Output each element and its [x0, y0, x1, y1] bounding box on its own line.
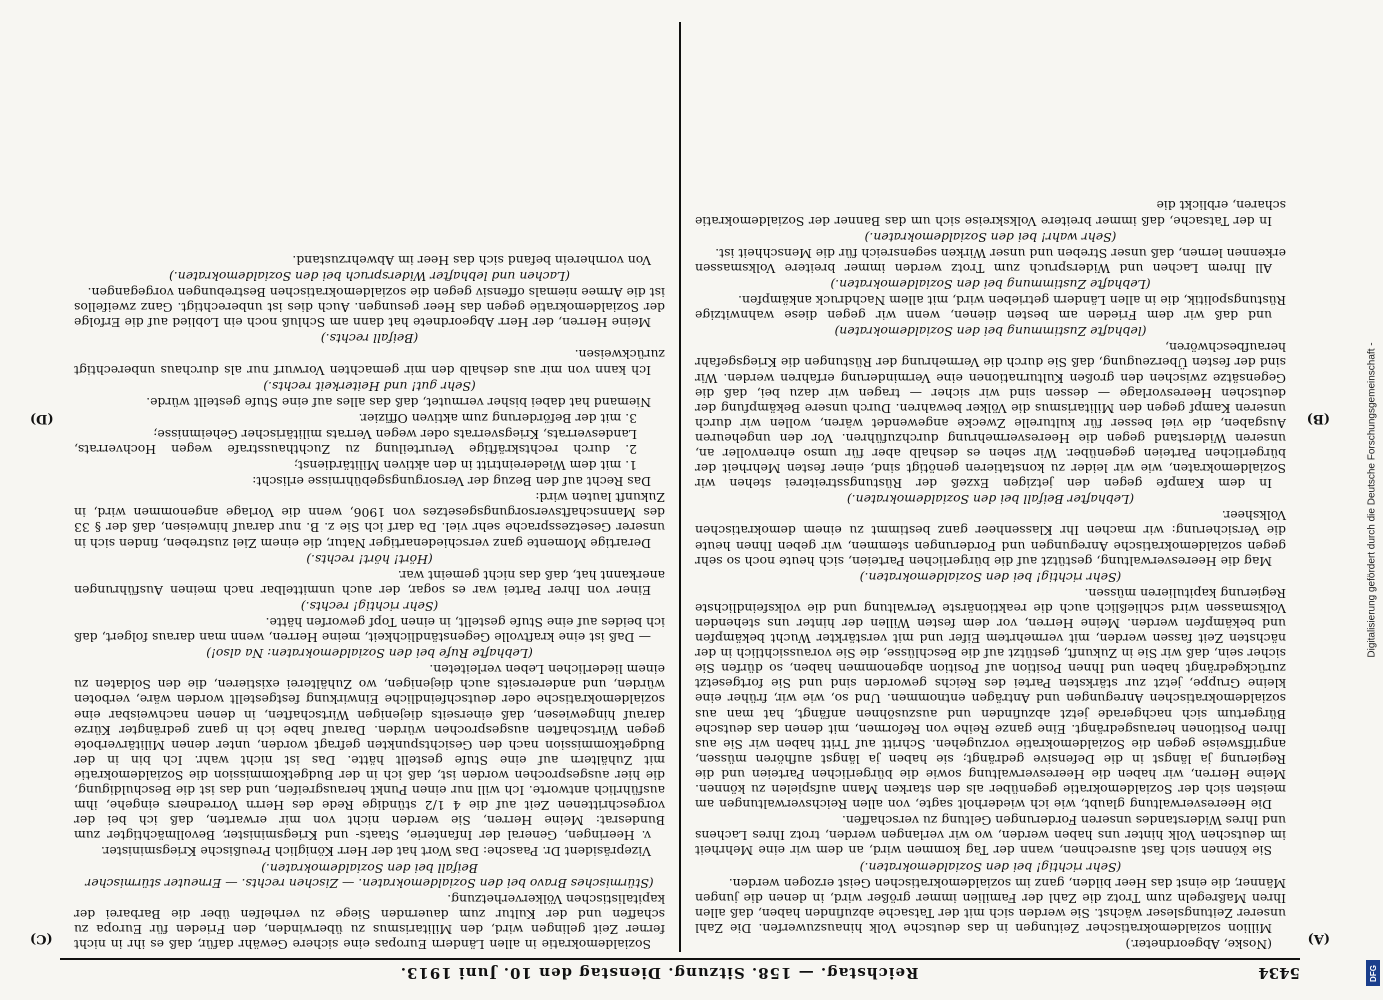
- list-item: 1. mit dem Wiedereintritt in den aktiven Militärdienst;: [293, 458, 637, 474]
- dfg-logo-text: DFG: [1368, 964, 1378, 982]
- stage-direction: (Sehr richtig! bei den Sozialdemokraten.): [859, 569, 1122, 585]
- stage-direction: (Sehr richtig! bei den Sozialdemokraten.): [859, 859, 1122, 875]
- paragraph: In dem Kampfe gegen den jetzigen Exzeß der Rüstungsstreiterei stehen wir Sozialdemokraten, wie wir leider zu konstatieren genötigt sind, einer festen Mehrheit der bürgerlichen Parteien gegenüber. Wir sehen es deshalb aber für umso ehrenvoller an, unseren Widerstand gegen die Heeresvermehrung durchzuführen. Vor den ungeheuren Ausgaben, die viel besser für kulturelle Zwecke angewendet wären, wollen wir durch unseren Kampf gegen den Militarismus die Völker bewahren. Durch unsere Bekämpfung der deutschen Heeresvorlage — dessen sind wir sicher — tragen wir dazu bei, daß die Gegensätze zwischen den großen Kulturnationen eine Verminderung erfahren werden. Wir sind der festen Überzeugung, daß Sie durch die Vermehrung der Rüstungen die Kriegsgefahr heraufbeschwören,: [695, 340, 1286, 492]
- stage-direction: (Lachen und lebhafter Widerspruch bei den Sozialdemokraten.): [168, 268, 571, 284]
- margin-marker-d: (D): [30, 411, 54, 426]
- paragraph: Meine Herren, der Herr Abgeordnete hat dann am Schluß noch ein Loblied auf die Erfolge der Sozialdemokratie gegen das Heer gesungen. Auch dies ist unberechtigt. Ganz zweifellos ist die Armee niemals offensiv gegen die sozialdemokratischen Bestrebungen vorgegangen.: [74, 285, 665, 331]
- paragraph: All Ihrem Lachen und Widerspruch zum Trotz werden immer breitere Volksmassen erkennen lernen, daß unser Streben und unser Wirken segensreich für die Menschheit ist.: [695, 245, 1286, 276]
- paragraph: Die Heeresverwaltung glaubt, wie ich wiederholt sagte, von allen Reichsverwaltungen am meisten sich der Sozialdemokratie gegenüber als den starken Mann aufspielen zu können. Meine Herren, wir haben die Heeresverwaltung sowie die bürgerlichen Parteien und die Regierung ja längst in die Defensive gedrängt; sie haben ja längst aufhören müssen, angriffsweise gegen die Sozialdemokratie vorzugehen. Schritt auf Tritt haben wir Sie aus Ihren Positionen herausgedrängt. Eine ganze Reihe von Reformen, mit denen das deutsche Bürgertum sich nachgerade jetzt abzufinden und auszusöhnen anfängt, hat man aus sozialdemokratischen Anregungen und Anträgen entnommen. Und so, wie wir, früher eine kleine Gruppe, jetzt zur stärksten Partei des Reichs geworden sind und Sie fortgesetzt zurückgedrängt haben und Ihnen Position auf Position abgenommen haben, so dürfen Sie sicher sein, daß wir Sie in Zukunft, gestützt auf die Beschlüsse, die Sie voraussichtlich in der nächsten Zeit fassen werden, mit vermehrtem Eifer und mit verstärkter Wucht bekämpfen und bekämpfen werden. Meine Herren, vor dem festen Willen der hinter uns stehenden Volksmassen wird schließlich auch die reaktionärste Verwaltung und die volksfeindlichste Regierung kapitulieren müssen.: [695, 585, 1286, 813]
- paragraph: v. Heeringen, General der Infanterie, Staats- und Kriegsminister, Bevollmächtigter zum Bundesrat: Meine Herren, Sie werden nicht von mir erwarten, daß ich bei der vorgeschrittenen Zeit auf die 4 1/2 stündige Rede des Herrn Vorredners eingehe, ihm ausführlich antworte. Ich will nur einen Punkt herausgreifen, und das ist die Beschuldigung, die hier ausgesprochen worden ist, daß ich in der Budgetkommission die Sozialdemokratie mit Zuhältern auf eine Stufe gestellt hätte. Das ist nicht wahr. Ich bin in der Budgetkommission nach den Gesichtspunkten gefragt worden, unter denen Militärverbote gegen Wirtschaften ausgesprochen würden. Darauf habe ich in ganz gedrängter Kürze darauf hingewiesen, daß einerseits diejenigen Wirtschaften, in denen nachweisbar eine sozialdemokratische oder deutschfeindliche Einwirkung festgestellt worden wäre, verboten würden, und andererseits auch diejenigen, wo Zuhälterei existieren, die den Soldaten zu einem liederlichen Leben verleiteten.: [74, 662, 665, 844]
- stage-direction: (lebhafte Zustimmung bei den Sozialdemokraten): [834, 324, 1147, 340]
- paragraph: (Noske, Abgeordneter.): [1125, 937, 1272, 952]
- right-column: [60, 22, 679, 952]
- digitization-credit: Digitalisierung gefördert durch die Deutsche Forschungsgemeinschaft -: [1366, 342, 1378, 658]
- margin-marker-c: (C): [30, 931, 53, 946]
- paragraph: Einer von Ihrer Partei war es sogar, der auch unmittelbar nach meinen Ausführungen anerkannt hat, daß das nicht gemeint war.: [74, 567, 665, 598]
- stage-direction: (Lebhafter Beifall bei den Sozialdemokraten.): [846, 492, 1135, 508]
- stage-direction: (Lebhafte Zustimmung bei den Sozialdemokraten.): [830, 276, 1151, 292]
- stage-direction: (Lebhafte Rufe bei den Sozialdemokraten: Na also!): [206, 646, 533, 662]
- page-number: 5434: [1258, 964, 1300, 982]
- paragraph: Niemand hat dabei bisher vermutet, daß das alles auf eine Stufe gestellt würde.: [146, 394, 651, 410]
- stage-direction: (Sehr wahr! bei den Sozialdemokraten.): [864, 229, 1117, 245]
- paragraph: — Daß ist eine kraftvolle Gegenständlichkeit, meine Herren, wenn man daraus folgert, daß ich beides auf eine Stufe gestellt, in einen Topf geworfen hätte.: [74, 615, 665, 646]
- stage-direction: (Sehr gut! und Heiterkeit rechts.): [263, 378, 476, 394]
- paragraph: Sozialdemokratie in allen Ländern Europas eine sichere Gewähr dafür, daß es ihr in nicht ferner Zeit gelingen wird, den Militarismus zu überwinden, den Frieden für Europa zu schaffen und der Kultur zum dauernden Siege zu verhelfen über die Barbarei der kapitalistischen Völkerverhetzung.: [74, 891, 665, 952]
- left-column: [681, 22, 1300, 952]
- paragraph: Mag die Heeresverwaltung, gestützt auf die bürgerlichen Parteien, sich heute noch so sehr gegen sozialdemokratische Anregungen und Forderungen stemmen, wir geben Ihnen heute die Versicherung: wir machen Ihr Klassenheer ganz bestimmt zu einem demokratischen Volksheer.: [695, 508, 1286, 569]
- rotated-page-content: [30, 14, 1330, 986]
- list-item: 2. durch rechtskräftige Verurteilung zu Zuchthausstrafe wegen Hochverrats, Landesverrats, Kriegsverrats oder wegen Verrats militärischer Geheimnisse;: [74, 426, 637, 457]
- paragraph: Das Recht auf den Bezug der Versorgungsgebührnisse erlischt:: [252, 474, 651, 490]
- margin-marker-b: (B): [1306, 411, 1330, 426]
- paragraph: Derartige Momente ganz verschiedenartiger Natur, die einem Ziel zustreben, finden sich in unserer Gesetzessprache sehr viel. Da darf ich Sie z. B. nur darauf hinweisen, daß der § 33 des Mannschaftsversorgungsgesetzes von 1906, wenn die Vorlage angenommen wird, in Zukunft lauten wird:: [74, 490, 665, 551]
- margin-marker-a: (A): [1307, 931, 1330, 946]
- paragraph: Million sozialdemokratischer Zeitungen in das deutsche Volk hinauszuwerfen. Die Zahl unserer Zeitungsleser wächst. Sie werden sich mit der Tatsache abzufinden haben, daß allen Ihren Maßregeln zum Trotz die Zahl der Familien immer größer wird, in denen die jungen Männer, die einst das Heer bilden, ganz im sozialdemokratischen Geist erzogen werden.: [695, 875, 1286, 936]
- paragraph: und daß wir dem Frieden am besten dienen, wenn wir gegen diese wahnwitzige Rüstungspolitik, die in allen Ländern getrieben wird, mit allem Nachdruck ankämpfen.: [695, 293, 1286, 324]
- paragraph: Sie können sich fast ausrechnen, wann der Tag kommen wird, an dem wir eine Mehrheit im deutschen Volk hinter uns haben werden, wo wir verlangen werden, trotz Ihres Lachens und Ihres Widerstandes unseren Forderungen Geltung zu verschaffen.: [695, 813, 1286, 859]
- dfg-logo-icon: [1366, 960, 1380, 986]
- list-item: 3. mit der Beförderung zum aktiven Offizier.: [358, 410, 637, 426]
- running-head: [60, 958, 1300, 986]
- stage-direction: (Sehr richtig! rechts.): [300, 598, 439, 614]
- stage-direction: (Beifall rechts.): [320, 331, 419, 347]
- paragraph: Vizepräsident Dr. Paasche: Das Wort hat der Herr Königlich Preußische Kriegsminister.: [100, 844, 651, 860]
- page-title: Reichstag. — 158. Sitzung. Dienstag den 10. Juni 1913.: [399, 964, 919, 982]
- digitization-sidebar: [1363, 0, 1381, 1000]
- paragraph: Von vornherein befand sich das Heer im Abwehrzustand.: [292, 252, 651, 268]
- stage-direction: (Hört! hört! rechts.): [306, 551, 433, 567]
- stage-direction: (Stürmisches Bravo bei den Sozialdemokraten. — Zischen rechts. — Erneuter stürmischer Beifall bei den Sozialdemokraten.): [85, 860, 654, 891]
- paragraph: In der Tatsache, daß immer breitere Volkskreise sich um das Banner der Sozialdemokratie scharen, erblickt die: [695, 198, 1286, 229]
- text-columns: [60, 22, 1300, 952]
- paragraph: Ich kann von mir aus deshalb den mir gemachten Vorwurf nur als durchaus unberechtigt zurückweisen.: [74, 347, 665, 378]
